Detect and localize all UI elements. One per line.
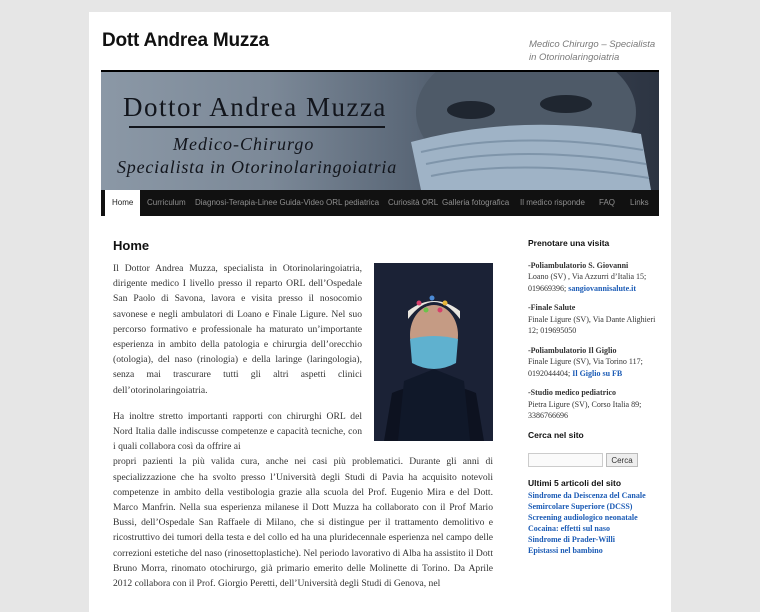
nav-item-diagnosi[interactable]: Diagnosi-Terapia-Linee Guida-Video [195, 198, 324, 207]
main-navigation [101, 190, 659, 216]
nav-item-galleria[interactable]: Galleria fotografica [442, 198, 510, 207]
clinic-finale-salute [528, 302, 658, 337]
banner-subtitle-2: Specialista in Otorinolaringoiatria [117, 157, 398, 177]
search-input[interactable] [528, 453, 603, 467]
nav-item-orl-pediatrica[interactable]: ORL pediatrica [326, 198, 380, 207]
page [89, 12, 671, 612]
page-title: Home [113, 238, 150, 253]
nav-item-links[interactable]: Links [630, 198, 649, 207]
recent-article-link[interactable]: Sindrome da Deiscenza del Canale Semircolare Superiore (DCSS) [528, 491, 646, 511]
clinic-san-giovanni [528, 260, 658, 295]
banner-subtitle-1: Medico-Chirurgo [173, 134, 315, 154]
recent-articles-list [528, 490, 658, 556]
nav-item-curriculum[interactable]: Curriculum [147, 198, 186, 207]
main-content [113, 238, 493, 253]
sidebar [528, 238, 658, 430]
clinic-details [528, 356, 658, 379]
clinic-address: Loano (SV) , Via Azzurri d’Italia 15; 019669396; [528, 272, 647, 293]
recent-article-link[interactable]: Sindrome di Prader-Willi [528, 535, 615, 544]
intro-paragraph-2-start: Ha inoltre stretto importanti rapporti con chirurghi ORL del Nord Italia dalle indiscusse competenze e capacità tecniche, con i quali collabora così da offrire ai [113, 410, 362, 453]
nav-item-curiosita[interactable]: Curiosità ORL [388, 198, 439, 207]
book-visit-heading: Prenotare una visita [528, 238, 610, 248]
clinic-name: -Finale Salute [528, 303, 576, 312]
site-title[interactable]: Dott Andrea Muzza [102, 30, 269, 51]
recent-article-link[interactable]: Cocaina: effetti sul naso [528, 524, 610, 533]
header-banner[interactable] [101, 72, 659, 190]
clinic-name: -Studio medico pediatrico [528, 388, 616, 397]
intro-text [113, 261, 493, 602]
recent-article-link[interactable]: Epistassi nel bambino [528, 546, 603, 555]
intro-paragraph-1: Il Dottor Andrea Muzza, specialista in Otorinolaringoiatria, dirigente medico I livello presso il reparto ORL dell’Ospedale San Paolo di Savona, lavora e visita presso il nosocomio savonese e negli ambulatori di Loano e Finale Ligure. Nel suo percorso formativo e professionale ha maturato un’importante esperienza in ambito della patologia e chirurgia dell’orecchio (otologia), del naso (rinologia) e della laringe (laringologia), senza mai trascurare tutti gli altri aspetti clinici dell’otorinolaringoiatria. [113, 263, 362, 396]
clinic-website-link[interactable]: sangiovannisalute.it [568, 283, 637, 293]
clinic-il-giglio [528, 345, 658, 380]
site-description: Medico Chirurgo – Specialista in Otorinolaringoiatria [529, 39, 656, 63]
recent-article-link[interactable]: Screening audiologico neonatale [528, 513, 638, 522]
banner-rule [129, 126, 385, 128]
search-heading: Cerca nel sito [528, 430, 584, 440]
clinic-pediatrico [528, 387, 658, 422]
clinic-address: Finale Ligure (SV), Via Dante Alighieri 12; 019695050 [528, 314, 656, 335]
clinic-name: -Poliambulatorio Il Giglio [528, 345, 617, 355]
banner-title: Dottor Andrea Muzza [123, 92, 387, 122]
recent-articles-heading: Ultimi 5 articoli del sito [528, 478, 622, 488]
surgeon-face-image [351, 72, 659, 190]
clinic-address: Finale Ligure (SV), Via Torino 117; 0192044404; [528, 357, 643, 378]
nav-item-faq[interactable]: FAQ [599, 198, 616, 207]
intro-paragraph-2-rest: propri pazienti la più valida cura, anche nei casi più problematici. Durante gli anni di specializzazione che ha svolto presso l’Università degli Studi di Pavia ha acquisito notevoli competenze in ambito della vestibologia grazie alla scuola del Prof. Eugenio Mira e del Dott. Marco Manfrin. Nella sua esperienza milanese il Dott Muzza ha collaborato con il Prof Mario Bussi, dell’Ospedale San Raffaele di Milano, che si distingue per il trattamento demolitivo e ricostruttivo dei tumori della testa e del collo ed ha una pluridecennale esperienza nel campo delle correzioni estetiche del naso (rinosettoplastiche). Nel periodo lavorativo di Alba ha assistito il Dott Bruno Morra, rinomato otochirurgo, già primario emerito delle Molinette di Torino. Da Aprile 2012 collabora con il Prof. Giorgio Peretti, dell’Università degli Studi di Genova, nel [113, 456, 493, 590]
nav-item-medico-risponde[interactable]: Il medico risponde [520, 198, 585, 207]
nav-item-home[interactable]: Home [105, 190, 140, 216]
search-button[interactable]: Cerca [606, 453, 638, 467]
clinic-facebook-link[interactable]: Il Giglio su FB [572, 368, 623, 378]
clinic-address: Pietra Ligure (SV), Corso Italia 89; 3386766696 [528, 399, 642, 420]
clinic-details [528, 271, 658, 294]
intro-paragraph-2 [113, 409, 493, 591]
clinic-name: -Poliambulatorio S. Giovanni [528, 260, 629, 270]
